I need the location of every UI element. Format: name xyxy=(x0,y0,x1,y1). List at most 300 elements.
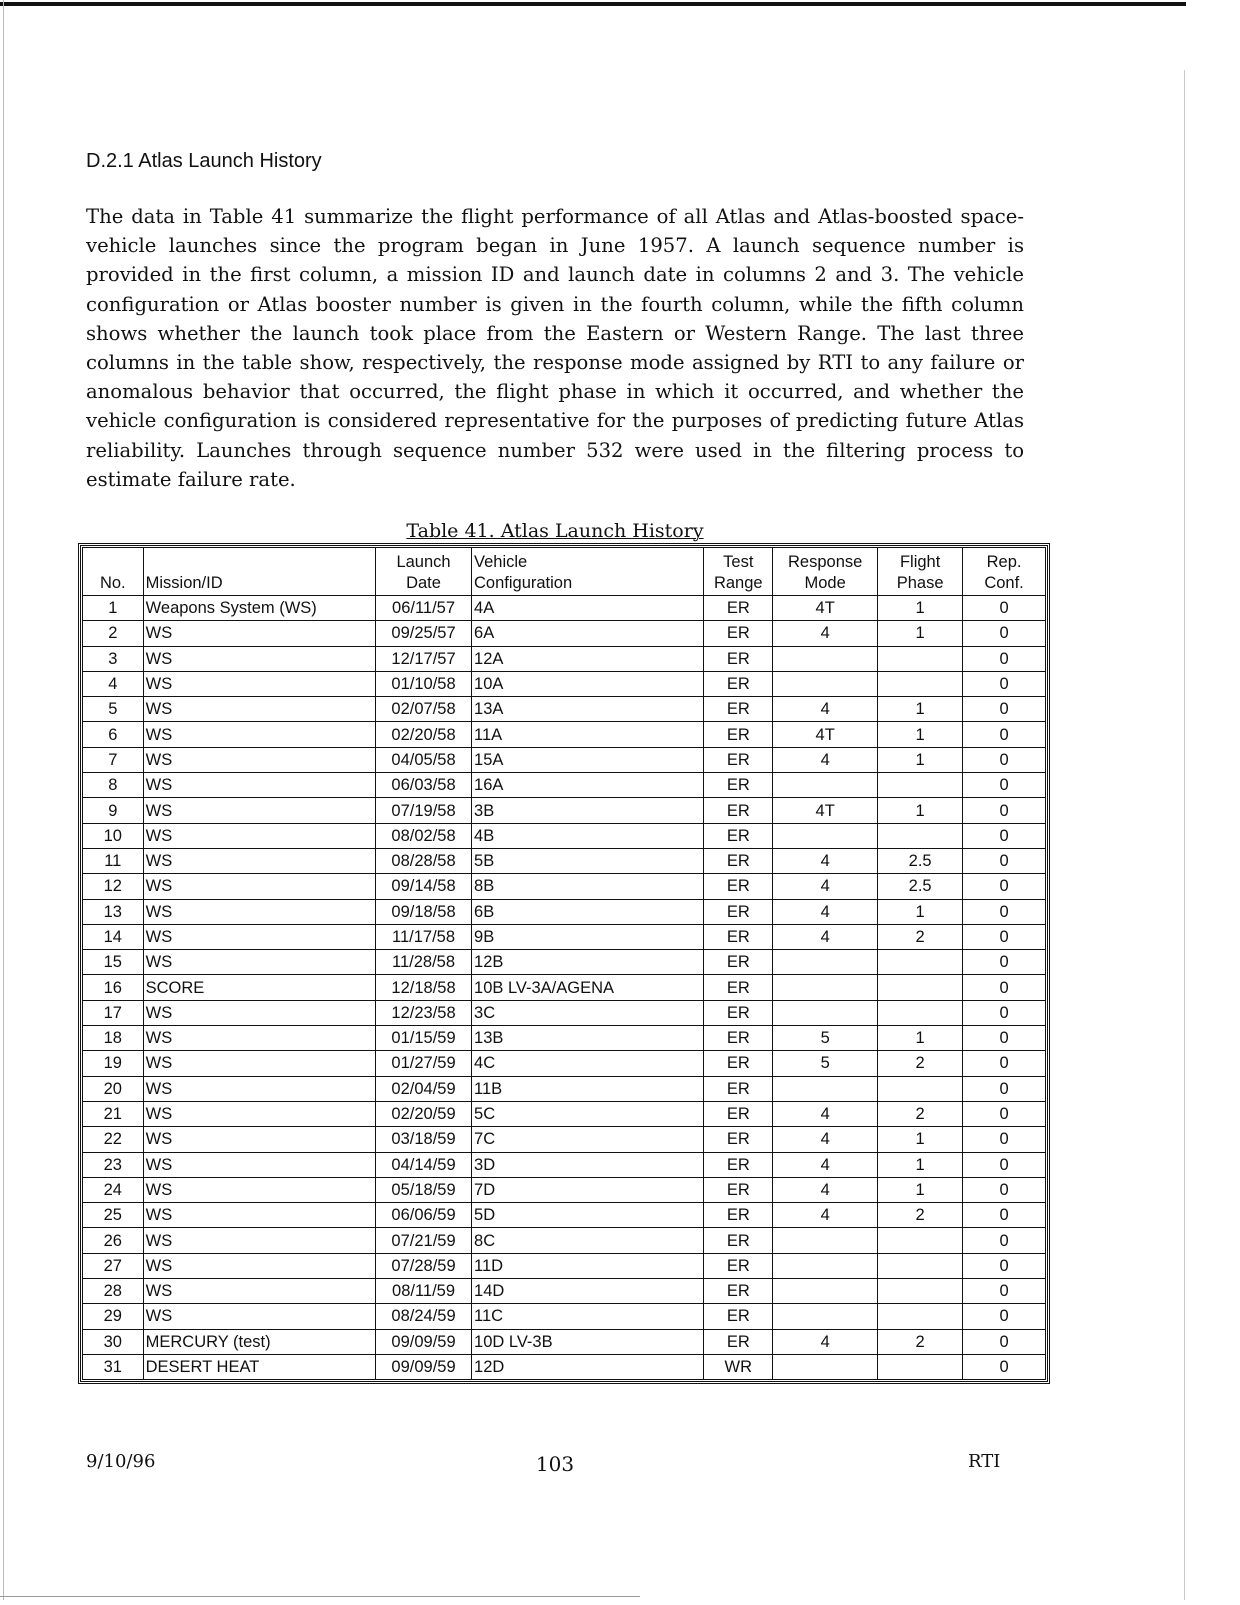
table-row xyxy=(83,596,1046,621)
cell-no: 21 xyxy=(83,1101,144,1126)
cell-vehicle-configuration: 11C xyxy=(472,1304,704,1329)
cell-mission-id: WS xyxy=(143,646,375,671)
header-vehicle-configuration-line: Configuration xyxy=(474,574,573,592)
cell-rep-conf: 0 xyxy=(963,924,1046,949)
cell-response-mode: 4 xyxy=(773,848,878,873)
cell-flight-phase: 1 xyxy=(878,899,963,924)
table-caption xyxy=(0,520,1110,542)
table-row xyxy=(83,1177,1046,1202)
cell-response-mode: 4 xyxy=(773,1329,878,1354)
cell-mission-id: WS xyxy=(143,1127,375,1152)
cell-response-mode: 4 xyxy=(773,621,878,646)
cell-response-mode xyxy=(773,1304,878,1329)
cell-flight-phase: 2 xyxy=(878,924,963,949)
table-row xyxy=(83,975,1046,1000)
cell-no: 10 xyxy=(83,823,144,848)
cell-mission-id: WS xyxy=(143,1203,375,1228)
cell-response-mode xyxy=(773,646,878,671)
cell-flight-phase xyxy=(878,1354,963,1379)
cell-response-mode xyxy=(773,671,878,696)
table-row xyxy=(83,848,1046,873)
cell-mission-id: WS xyxy=(143,722,375,747)
right-edge-line xyxy=(1184,70,1185,1600)
cell-vehicle-configuration: 9B xyxy=(472,924,704,949)
cell-response-mode xyxy=(773,950,878,975)
cell-flight-phase: 2.5 xyxy=(878,848,963,873)
cell-rep-conf: 0 xyxy=(963,950,1046,975)
cell-launch-date: 08/11/59 xyxy=(376,1279,472,1304)
cell-rep-conf: 0 xyxy=(963,1253,1046,1278)
cell-no: 9 xyxy=(83,798,144,823)
cell-launch-date: 09/09/59 xyxy=(376,1329,472,1354)
cell-no: 11 xyxy=(83,848,144,873)
header-launch-date-line: Date xyxy=(406,574,441,592)
cell-test-range: ER xyxy=(704,798,773,823)
cell-test-range: ER xyxy=(704,1279,773,1304)
cell-flight-phase xyxy=(878,1253,963,1278)
cell-rep-conf: 0 xyxy=(963,646,1046,671)
table-row xyxy=(83,1354,1046,1379)
cell-rep-conf: 0 xyxy=(963,874,1046,899)
cell-mission-id: WS xyxy=(143,798,375,823)
cell-launch-date: 09/14/58 xyxy=(376,874,472,899)
cell-vehicle-configuration: 10A xyxy=(472,671,704,696)
cell-mission-id: WS xyxy=(143,1304,375,1329)
cell-mission-id: WS xyxy=(143,924,375,949)
cell-no: 31 xyxy=(83,1354,144,1379)
cell-flight-phase: 1 xyxy=(878,621,963,646)
cell-test-range: ER xyxy=(704,1304,773,1329)
launch-history-table xyxy=(82,547,1046,1380)
cell-launch-date: 06/03/58 xyxy=(376,773,472,798)
cell-test-range: ER xyxy=(704,823,773,848)
cell-launch-date: 01/15/59 xyxy=(376,1026,472,1051)
cell-response-mode xyxy=(773,773,878,798)
cell-rep-conf: 0 xyxy=(963,1203,1046,1228)
cell-flight-phase: 1 xyxy=(878,1152,963,1177)
header-launch-date-line: Launch xyxy=(396,553,451,571)
cell-launch-date: 05/18/59 xyxy=(376,1177,472,1202)
cell-rep-conf: 0 xyxy=(963,621,1046,646)
cell-test-range: ER xyxy=(704,1152,773,1177)
cell-no: 24 xyxy=(83,1177,144,1202)
cell-test-range: ER xyxy=(704,1051,773,1076)
cell-response-mode xyxy=(773,1228,878,1253)
cell-response-mode: 4T xyxy=(773,596,878,621)
header-rep-conf-line: Conf. xyxy=(984,574,1024,592)
header-no xyxy=(83,548,144,596)
header-flight-phase-line: Phase xyxy=(896,574,944,592)
cell-vehicle-configuration: 11A xyxy=(472,722,704,747)
cell-launch-date: 02/07/58 xyxy=(376,697,472,722)
cell-test-range: ER xyxy=(704,671,773,696)
cell-test-range: ER xyxy=(704,975,773,1000)
header-mission-id xyxy=(143,548,375,596)
cell-test-range: ER xyxy=(704,1127,773,1152)
launch-history-table-frame xyxy=(78,543,1050,1384)
cell-no: 18 xyxy=(83,1026,144,1051)
cell-vehicle-configuration: 7C xyxy=(472,1127,704,1152)
cell-vehicle-configuration: 7D xyxy=(472,1177,704,1202)
cell-rep-conf: 0 xyxy=(963,1304,1046,1329)
header-vehicle-configuration xyxy=(472,548,704,596)
table-row xyxy=(83,874,1046,899)
cell-launch-date: 06/11/57 xyxy=(376,596,472,621)
cell-vehicle-configuration: 5D xyxy=(472,1203,704,1228)
cell-flight-phase: 1 xyxy=(878,596,963,621)
cell-flight-phase: 2 xyxy=(878,1101,963,1126)
table-row xyxy=(83,1329,1046,1354)
table-row xyxy=(83,646,1046,671)
cell-no: 2 xyxy=(83,621,144,646)
cell-mission-id: WS xyxy=(143,1051,375,1076)
cell-no: 22 xyxy=(83,1127,144,1152)
cell-test-range: ER xyxy=(704,1329,773,1354)
cell-mission-id: WS xyxy=(143,1228,375,1253)
cell-vehicle-configuration: 8C xyxy=(472,1228,704,1253)
cell-rep-conf: 0 xyxy=(963,798,1046,823)
cell-vehicle-configuration: 11D xyxy=(472,1253,704,1278)
cell-no: 28 xyxy=(83,1279,144,1304)
cell-launch-date: 07/21/59 xyxy=(376,1228,472,1253)
cell-vehicle-configuration: 4B xyxy=(472,823,704,848)
cell-vehicle-configuration: 10D LV-3B xyxy=(472,1329,704,1354)
footer-page-number: 103 xyxy=(535,1452,575,1476)
cell-rep-conf: 0 xyxy=(963,848,1046,873)
top-rule xyxy=(0,2,1186,6)
header-no-line: No. xyxy=(99,574,126,592)
cell-flight-phase xyxy=(878,773,963,798)
cell-test-range: ER xyxy=(704,1253,773,1278)
cell-response-mode xyxy=(773,1253,878,1278)
cell-rep-conf: 0 xyxy=(963,697,1046,722)
cell-no: 30 xyxy=(83,1329,144,1354)
cell-response-mode: 5 xyxy=(773,1051,878,1076)
cell-no: 7 xyxy=(83,747,144,772)
cell-mission-id: WS xyxy=(143,848,375,873)
cell-mission-id: Weapons System (WS) xyxy=(143,596,375,621)
cell-vehicle-configuration: 12B xyxy=(472,950,704,975)
table-row xyxy=(83,671,1046,696)
cell-vehicle-configuration: 8B xyxy=(472,874,704,899)
header-flight-phase-line: Flight xyxy=(899,553,941,571)
cell-mission-id: WS xyxy=(143,950,375,975)
cell-flight-phase xyxy=(878,1076,963,1101)
cell-rep-conf: 0 xyxy=(963,899,1046,924)
cell-launch-date: 11/28/58 xyxy=(376,950,472,975)
cell-launch-date: 02/20/58 xyxy=(376,722,472,747)
cell-flight-phase: 1 xyxy=(878,798,963,823)
cell-no: 29 xyxy=(83,1304,144,1329)
table-row xyxy=(83,621,1046,646)
cell-mission-id: WS xyxy=(143,747,375,772)
cell-vehicle-configuration: 11B xyxy=(472,1076,704,1101)
cell-no: 23 xyxy=(83,1152,144,1177)
header-response-mode-line: Response xyxy=(788,553,863,571)
cell-mission-id: WS xyxy=(143,773,375,798)
cell-launch-date: 08/02/58 xyxy=(376,823,472,848)
cell-launch-date: 08/28/58 xyxy=(376,848,472,873)
cell-vehicle-configuration: 13B xyxy=(472,1026,704,1051)
cell-mission-id: SCORE xyxy=(143,975,375,1000)
table-header-row xyxy=(83,548,1046,596)
cell-launch-date: 12/18/58 xyxy=(376,975,472,1000)
cell-vehicle-configuration: 14D xyxy=(472,1279,704,1304)
table-row xyxy=(83,773,1046,798)
cell-mission-id: WS xyxy=(143,874,375,899)
cell-no: 20 xyxy=(83,1076,144,1101)
cell-flight-phase: 1 xyxy=(878,1177,963,1202)
cell-flight-phase xyxy=(878,671,963,696)
cell-test-range: ER xyxy=(704,1000,773,1025)
cell-test-range: ER xyxy=(704,621,773,646)
header-mission-id-line: Mission/ID xyxy=(145,574,223,592)
cell-response-mode xyxy=(773,1279,878,1304)
cell-flight-phase xyxy=(878,1000,963,1025)
cell-launch-date: 07/28/59 xyxy=(376,1253,472,1278)
cell-response-mode xyxy=(773,1354,878,1379)
cell-response-mode: 4 xyxy=(773,1152,878,1177)
cell-response-mode: 4 xyxy=(773,1177,878,1202)
cell-response-mode: 4T xyxy=(773,798,878,823)
cell-rep-conf: 0 xyxy=(963,747,1046,772)
table-row xyxy=(83,823,1046,848)
header-response-mode xyxy=(773,548,878,596)
cell-mission-id: WS xyxy=(143,1279,375,1304)
cell-flight-phase xyxy=(878,1228,963,1253)
header-launch-date xyxy=(376,548,472,596)
cell-vehicle-configuration: 3D xyxy=(472,1152,704,1177)
cell-flight-phase: 1 xyxy=(878,1026,963,1051)
cell-response-mode: 4 xyxy=(773,899,878,924)
cell-response-mode: 4 xyxy=(773,1127,878,1152)
cell-response-mode: 5 xyxy=(773,1026,878,1051)
cell-vehicle-configuration: 3C xyxy=(472,1000,704,1025)
header-rep-conf xyxy=(963,548,1046,596)
cell-flight-phase xyxy=(878,950,963,975)
table-row xyxy=(83,1076,1046,1101)
cell-response-mode xyxy=(773,823,878,848)
cell-response-mode xyxy=(773,975,878,1000)
header-vehicle-configuration-line: Vehicle xyxy=(474,553,528,571)
cell-launch-date: 09/25/57 xyxy=(376,621,472,646)
cell-response-mode: 4 xyxy=(773,874,878,899)
cell-flight-phase: 2.5 xyxy=(878,874,963,899)
header-test-range-line: Range xyxy=(713,574,763,592)
table-row xyxy=(83,1228,1046,1253)
table-row xyxy=(83,1026,1046,1051)
cell-launch-date: 12/23/58 xyxy=(376,1000,472,1025)
cell-no: 15 xyxy=(83,950,144,975)
cell-no: 17 xyxy=(83,1000,144,1025)
cell-test-range: ER xyxy=(704,1076,773,1101)
cell-no: 13 xyxy=(83,899,144,924)
cell-mission-id: WS xyxy=(143,1101,375,1126)
cell-test-range: ER xyxy=(704,848,773,873)
cell-flight-phase xyxy=(878,1279,963,1304)
cell-launch-date: 08/24/59 xyxy=(376,1304,472,1329)
table-row xyxy=(83,950,1046,975)
cell-mission-id: WS xyxy=(143,899,375,924)
bottom-rule xyxy=(0,1596,640,1597)
cell-flight-phase: 2 xyxy=(878,1203,963,1228)
cell-response-mode: 4 xyxy=(773,697,878,722)
cell-mission-id: WS xyxy=(143,697,375,722)
cell-launch-date: 09/09/59 xyxy=(376,1354,472,1379)
table-body xyxy=(83,596,1046,1380)
table-row xyxy=(83,1152,1046,1177)
section-heading: D.2.1 Atlas Launch History xyxy=(86,150,322,172)
cell-no: 4 xyxy=(83,671,144,696)
cell-mission-id: WS xyxy=(143,823,375,848)
cell-response-mode: 4 xyxy=(773,1101,878,1126)
cell-flight-phase: 1 xyxy=(878,747,963,772)
cell-rep-conf: 0 xyxy=(963,1279,1046,1304)
cell-mission-id: DESERT HEAT xyxy=(143,1354,375,1379)
cell-vehicle-configuration: 16A xyxy=(472,773,704,798)
cell-test-range: ER xyxy=(704,596,773,621)
cell-launch-date: 02/04/59 xyxy=(376,1076,472,1101)
cell-launch-date: 04/14/59 xyxy=(376,1152,472,1177)
cell-test-range: ER xyxy=(704,1101,773,1126)
cell-response-mode xyxy=(773,1076,878,1101)
cell-mission-id: MERCURY (test) xyxy=(143,1329,375,1354)
cell-flight-phase: 2 xyxy=(878,1051,963,1076)
cell-no: 27 xyxy=(83,1253,144,1278)
cell-flight-phase: 1 xyxy=(878,697,963,722)
table-row xyxy=(83,1127,1046,1152)
cell-no: 19 xyxy=(83,1051,144,1076)
cell-no: 16 xyxy=(83,975,144,1000)
cell-no: 12 xyxy=(83,874,144,899)
cell-response-mode xyxy=(773,1000,878,1025)
cell-mission-id: WS xyxy=(143,1076,375,1101)
cell-mission-id: WS xyxy=(143,1253,375,1278)
cell-rep-conf: 0 xyxy=(963,1177,1046,1202)
table-row xyxy=(83,1253,1046,1278)
header-response-mode-line: Mode xyxy=(804,574,846,592)
cell-no: 8 xyxy=(83,773,144,798)
cell-no: 6 xyxy=(83,722,144,747)
cell-rep-conf: 0 xyxy=(963,1101,1046,1126)
cell-vehicle-configuration: 13A xyxy=(472,697,704,722)
table-row xyxy=(83,899,1046,924)
cell-response-mode: 4 xyxy=(773,1203,878,1228)
cell-flight-phase: 1 xyxy=(878,1127,963,1152)
cell-vehicle-configuration: 4C xyxy=(472,1051,704,1076)
cell-no: 5 xyxy=(83,697,144,722)
cell-flight-phase: 1 xyxy=(878,722,963,747)
table-row xyxy=(83,924,1046,949)
table-caption-text: Table 41. Atlas Launch History xyxy=(406,520,704,542)
cell-flight-phase: 2 xyxy=(878,1329,963,1354)
cell-vehicle-configuration: 3B xyxy=(472,798,704,823)
cell-test-range: ER xyxy=(704,646,773,671)
cell-rep-conf: 0 xyxy=(963,1152,1046,1177)
cell-vehicle-configuration: 6B xyxy=(472,899,704,924)
cell-rep-conf: 0 xyxy=(963,596,1046,621)
cell-mission-id: WS xyxy=(143,1152,375,1177)
table-row xyxy=(83,1101,1046,1126)
cell-no: 1 xyxy=(83,596,144,621)
cell-mission-id: WS xyxy=(143,621,375,646)
cell-launch-date: 03/18/59 xyxy=(376,1127,472,1152)
cell-rep-conf: 0 xyxy=(963,722,1046,747)
cell-launch-date: 01/10/58 xyxy=(376,671,472,696)
cell-response-mode: 4 xyxy=(773,747,878,772)
header-test-range xyxy=(704,548,773,596)
table-row xyxy=(83,1000,1046,1025)
cell-rep-conf: 0 xyxy=(963,1026,1046,1051)
cell-vehicle-configuration: 12D xyxy=(472,1354,704,1379)
cell-launch-date: 06/06/59 xyxy=(376,1203,472,1228)
cell-rep-conf: 0 xyxy=(963,823,1046,848)
cell-mission-id: WS xyxy=(143,671,375,696)
cell-launch-date: 07/19/58 xyxy=(376,798,472,823)
cell-test-range: ER xyxy=(704,950,773,975)
cell-no: 25 xyxy=(83,1203,144,1228)
cell-test-range: ER xyxy=(704,1026,773,1051)
header-rep-conf-line: Rep. xyxy=(986,553,1022,571)
cell-flight-phase xyxy=(878,1304,963,1329)
cell-launch-date: 04/05/58 xyxy=(376,747,472,772)
cell-no: 14 xyxy=(83,924,144,949)
cell-rep-conf: 0 xyxy=(963,1051,1046,1076)
cell-rep-conf: 0 xyxy=(963,1228,1046,1253)
cell-launch-date: 11/17/58 xyxy=(376,924,472,949)
cell-launch-date: 01/27/59 xyxy=(376,1051,472,1076)
intro-paragraph: The data in Table 41 summarize the flight performance of all Atlas and Atlas-boosted space-vehicle launches since the program began in June 1957. A launch sequence number is provided in the first column, a mission ID and launch date in columns 2 and 3. The vehicle configuration or Atlas booster number is given in the fourth column, while the fifth column shows whether the launch took place from the Eastern or Western Range. The last three columns in the table show, respectively, the response mode assigned by RTI to any failure or anomalous behavior that occurred, the flight phase in which it occurred, and whether the vehicle configuration is considered representative for the purposes of predicting future Atlas reliability. Launches through sequence number 532 were used in the filtering process to estimate failure rate. xyxy=(86,205,1024,491)
header-flight-phase xyxy=(878,548,963,596)
cell-test-range: ER xyxy=(704,924,773,949)
cell-mission-id: WS xyxy=(143,1177,375,1202)
footer-date: 9/10/96 xyxy=(86,1451,156,1472)
cell-flight-phase xyxy=(878,823,963,848)
left-edge-line xyxy=(3,0,4,1600)
cell-launch-date: 02/20/59 xyxy=(376,1101,472,1126)
cell-test-range: ER xyxy=(704,874,773,899)
cell-rep-conf: 0 xyxy=(963,1000,1046,1025)
cell-flight-phase xyxy=(878,646,963,671)
table-row xyxy=(83,697,1046,722)
cell-test-range: ER xyxy=(704,1177,773,1202)
cell-no: 26 xyxy=(83,1228,144,1253)
cell-vehicle-configuration: 6A xyxy=(472,621,704,646)
cell-vehicle-configuration: 5C xyxy=(472,1101,704,1126)
cell-rep-conf: 0 xyxy=(963,671,1046,696)
cell-rep-conf: 0 xyxy=(963,1329,1046,1354)
cell-vehicle-configuration: 4A xyxy=(472,596,704,621)
cell-vehicle-configuration: 15A xyxy=(472,747,704,772)
cell-response-mode: 4 xyxy=(773,924,878,949)
cell-vehicle-configuration: 12A xyxy=(472,646,704,671)
cell-test-range: ER xyxy=(704,773,773,798)
footer-organization: RTI xyxy=(968,1451,1001,1472)
table-row xyxy=(83,1051,1046,1076)
cell-test-range: ER xyxy=(704,747,773,772)
cell-rep-conf: 0 xyxy=(963,975,1046,1000)
table-row xyxy=(83,1203,1046,1228)
cell-no: 3 xyxy=(83,646,144,671)
table-row xyxy=(83,1279,1046,1304)
cell-launch-date: 09/18/58 xyxy=(376,899,472,924)
cell-test-range: ER xyxy=(704,1228,773,1253)
cell-test-range: ER xyxy=(704,697,773,722)
cell-test-range: ER xyxy=(704,722,773,747)
cell-test-range: WR xyxy=(704,1354,773,1379)
cell-mission-id: WS xyxy=(143,1026,375,1051)
table-row xyxy=(83,1304,1046,1329)
